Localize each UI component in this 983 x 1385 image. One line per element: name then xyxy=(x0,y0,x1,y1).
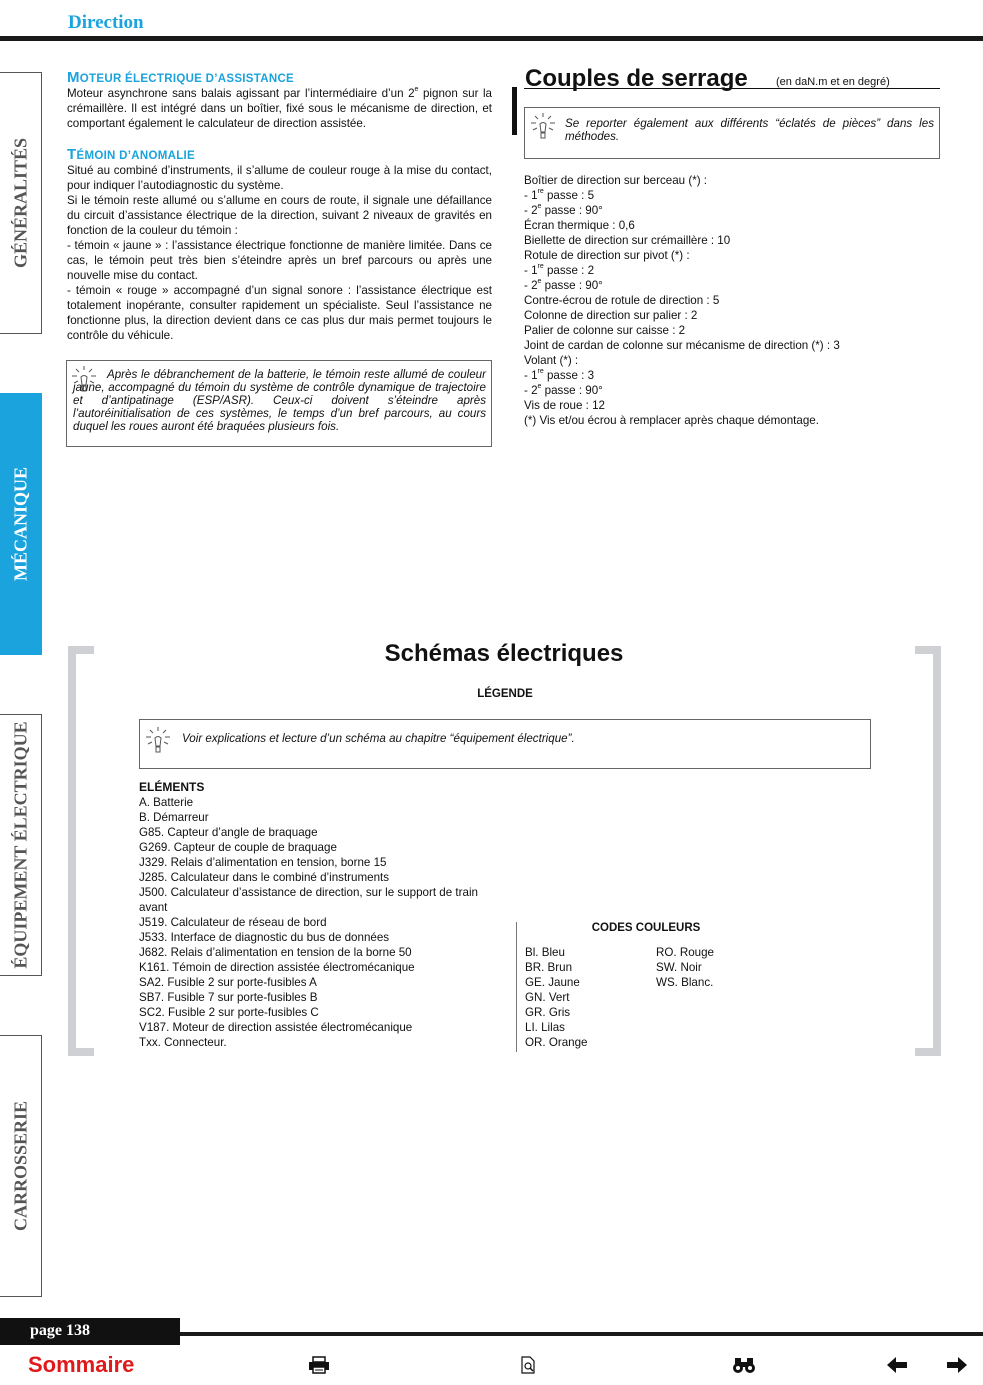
element-item: avant xyxy=(139,901,168,914)
section-title: Direction xyxy=(68,12,144,33)
elements-section xyxy=(139,780,504,1050)
codes-column-1 xyxy=(525,945,650,1050)
couples-line xyxy=(524,173,944,188)
element-item: J500. Calculateur d’assistance de direction, sur le support de train xyxy=(139,886,478,899)
couples-line-sup: e xyxy=(537,278,542,285)
couples-line-post: passe : 90° xyxy=(541,204,603,217)
moteur-section xyxy=(67,69,492,131)
color-code-item: WS. Blanc. xyxy=(656,976,714,989)
lightbulb-icon xyxy=(530,112,556,142)
right-bracket xyxy=(915,646,941,1056)
tab-mecanique[interactable] xyxy=(0,393,42,655)
temoin-heading xyxy=(67,146,492,163)
couples-line xyxy=(524,233,944,248)
couples-line xyxy=(524,353,944,368)
couples-line-post: passe : 90° xyxy=(541,279,603,292)
couples-line-pre: - 1 xyxy=(524,264,538,277)
color-code-item: LI. Lilas xyxy=(525,1021,565,1034)
couples-line xyxy=(524,368,944,383)
color-code-item: GN. Vert xyxy=(525,991,570,1004)
element-item: SC2. Fusible 2 sur porte-fusibles C xyxy=(139,1006,319,1019)
couples-line-pre: Rotule de direction sur pivot (*) : xyxy=(524,249,690,262)
couples-unit: (en daN.m et en degré) xyxy=(776,76,890,88)
color-code-item: BR. Brun xyxy=(525,961,573,974)
couples-note-text: Se reporter également aux différents “éclatés de pièces” dans les méthodes. xyxy=(565,117,934,143)
page-number: page 138 xyxy=(30,1322,90,1339)
schemas-note xyxy=(139,719,871,769)
element-item: SB7. Fusible 7 sur porte-fusibles B xyxy=(139,991,318,1004)
couples-line xyxy=(524,263,944,278)
header-rule xyxy=(0,36,983,41)
element-item: Txx. Connecteur. xyxy=(139,1036,227,1049)
couples-list xyxy=(524,173,944,428)
couples-line-sup: re xyxy=(537,188,544,195)
arrow-left-icon[interactable] xyxy=(886,1356,908,1374)
battery-note-text: Après le débranchement de la batterie, le témoin reste allumé de couleur jaune, accompagné du témoin du système de contrôle dynamique de trajectoire et d’antipatinage (ESP/ASR). Ceux-ci doivent s’éteindre après l’autoréinitialisation de ces systèmes, le temps d’un bref parcours, au cours duquel les roues auront été braquées plusieurs fois. xyxy=(73,368,486,433)
couples-line-pre: Volant (*) : xyxy=(524,354,579,367)
couples-line-sup: e xyxy=(537,203,542,210)
tab-carrosserie-label: CARROSSERIE xyxy=(10,1100,30,1232)
element-item: G85. Capteur d’angle de braquage xyxy=(139,826,318,839)
moteur-heading xyxy=(67,69,492,86)
couples-line-post: passe : 2 xyxy=(543,264,595,277)
couples-line-pre: - 1 xyxy=(524,189,538,202)
tab-carrosserie[interactable] xyxy=(0,1035,42,1297)
couples-line xyxy=(524,308,944,323)
element-item: V187. Moteur de direction assistée électromécanique xyxy=(139,1021,413,1034)
moteur-text-post: pignon sur la crémaillère. Il est intégré dans un boîtier, fixé sous le mécanisme de direction, et comportant également le calculateur de direction assistée. xyxy=(67,87,492,130)
tab-mecanique-label: MÉCANIQUE xyxy=(10,466,30,582)
element-item: A. Batterie xyxy=(139,796,194,809)
couples-line-pre: Joint de cardan de colonne sur mécanisme de direction (*) : 3 xyxy=(524,339,840,352)
couples-line xyxy=(524,248,944,263)
temoin-heading-rest: ÉMOIN D’ANOMALIE xyxy=(76,150,195,162)
left-bracket xyxy=(68,646,94,1056)
battery-note xyxy=(66,360,492,447)
element-item: J285. Calculateur dans le combiné d’instruments xyxy=(139,871,390,884)
couples-line xyxy=(524,323,944,338)
color-code-item: GE. Jaune xyxy=(525,976,580,989)
printer-icon[interactable] xyxy=(308,1356,330,1374)
elements-title: ELÉMENTS xyxy=(139,780,205,794)
element-item: SA2. Fusible 2 sur porte-fusibles A xyxy=(139,976,317,989)
couples-line xyxy=(524,188,944,203)
couples-line-pre: Écran thermique : 0,6 xyxy=(524,219,635,232)
couples-line-pre: Contre-écrou de rotule de direction : 5 xyxy=(524,294,720,307)
element-item: J329. Relais d’alimentation en tension, borne 15 xyxy=(139,856,387,869)
element-item: B. Démarreur xyxy=(139,811,209,824)
arrow-right-icon[interactable] xyxy=(946,1356,968,1374)
couples-note xyxy=(524,107,940,159)
page-number-box xyxy=(0,1318,180,1345)
couples-line-pre: Colonne de direction sur palier : 2 xyxy=(524,309,698,322)
couples-line xyxy=(524,203,944,218)
temoin-paragraph: - témoin « rouge » accompagné d’un signal sonore : l’assistance électrique est totalement inopérante, consulter rapidement un spécialiste. Seul l’assistance ne fonctionne plus, la direction devient dans ce cas plus dur mais permet toujours le contrôle du véhicule. xyxy=(67,284,492,342)
couples-line-post: passe : 5 xyxy=(543,189,595,202)
binoculars-icon[interactable] xyxy=(732,1356,756,1374)
lightbulb-icon xyxy=(71,365,97,395)
moteur-text-pre: Moteur asynchrone sans balais agissant par l’intermédiaire d’un 2 xyxy=(67,87,415,100)
temoin-heading-cap: T xyxy=(67,146,77,163)
element-item: J519. Calculateur de réseau de bord xyxy=(139,916,327,929)
color-code-item: Bl. Bleu xyxy=(525,946,565,959)
couples-line-post: passe : 3 xyxy=(543,369,595,382)
couples-line xyxy=(524,218,944,233)
couples-line xyxy=(524,278,944,293)
sommaire-link[interactable]: Sommaire xyxy=(28,1352,135,1377)
lightbulb-icon xyxy=(145,726,171,756)
color-code-item: OR. Orange xyxy=(525,1036,588,1049)
couples-line xyxy=(524,398,944,413)
couples-line-pre: Palier de colonne sur caisse : 2 xyxy=(524,324,686,337)
couples-line xyxy=(524,383,944,398)
couples-line-pre: Boîtier de direction sur berceau (*) : xyxy=(524,174,708,187)
element-item: J533. Interface de diagnostic du bus de données xyxy=(139,931,390,944)
elements-list xyxy=(139,795,504,1050)
couples-line-pre: - 2 xyxy=(524,204,538,217)
couples-line-pre: - 2 xyxy=(524,279,538,292)
couples-line-pre: - 1 xyxy=(524,369,538,382)
moteur-heading-rest: OTEUR ÉLECTRIQUE D’ASSISTANCE xyxy=(79,73,295,85)
temoin-paragraph: Situé au combiné d’instruments, il s’allume de couleur rouge à la mise du contact, pour indiquer l’autodiagnostic du système. xyxy=(67,164,492,192)
temoin-paragraph: Si le témoin reste allumé ou s’allume en cours de route, il signale une défaillance du circuit d’assistance électrique de la direction, suivant 2 niveaux de gravités en fonction de la couleur du témoin : xyxy=(67,194,492,237)
color-code-item: GR. Gris xyxy=(525,1006,571,1019)
couples-line-post: passe : 90° xyxy=(541,384,603,397)
tab-generalites-label: GÉNÉRALITÉS xyxy=(10,137,30,269)
couples-marker xyxy=(512,87,517,135)
couples-header xyxy=(524,65,940,92)
schemas-title: Schémas électriques xyxy=(384,640,624,667)
tab-equipement-label: ÉQUIPEMENT ÉLECTRIQUE xyxy=(10,721,30,969)
couples-line xyxy=(524,413,944,428)
temoin-section xyxy=(67,146,492,343)
tab-equipement-electrique[interactable] xyxy=(0,714,42,976)
document-zoom-icon[interactable] xyxy=(520,1356,538,1374)
couples-line xyxy=(524,338,944,353)
couples-line-pre: - 2 xyxy=(524,384,538,397)
couples-line-pre: Biellette de direction sur crémaillère : 10 xyxy=(524,234,731,247)
codes-divider xyxy=(516,922,517,1052)
tab-generalites[interactable] xyxy=(0,72,42,334)
couples-title: Couples de serrage xyxy=(525,65,748,92)
schemas-note-text: Voir explications et lecture d’un schéma au chapitre “équipement électrique”. xyxy=(182,732,575,745)
color-code-item: RO. Rouge xyxy=(656,946,714,959)
couples-line-pre: (*) Vis et/ou écrou à remplacer après chaque démontage. xyxy=(524,414,819,427)
couples-line-sup: re xyxy=(537,368,544,375)
element-item: J682. Relais d’alimentation en tension de la borne 50 xyxy=(139,946,412,959)
moteur-text xyxy=(67,86,492,131)
temoin-paragraph: - témoin « jaune » : l’assistance électrique fonctionne de manière limitée. Dans ce cas, le témoin peut très bien s’éteindre après un bref parcours ou après une nouvelle mise du contact. xyxy=(67,239,492,282)
couples-line-pre: Vis de roue : 12 xyxy=(524,399,605,412)
color-code-item: SW. Noir xyxy=(656,961,702,974)
moteur-heading-cap: M xyxy=(67,69,80,86)
element-item: K161. Témoin de direction assistée électromécanique xyxy=(139,961,415,974)
legend-label: LÉGENDE xyxy=(477,688,533,700)
couples-line xyxy=(524,293,944,308)
couples-line-sup: e xyxy=(537,383,542,390)
moteur-text-sup: e xyxy=(414,86,419,93)
couples-line-sup: re xyxy=(537,263,544,270)
codes-title: CODES COULEURS xyxy=(591,922,701,934)
codes-column-2 xyxy=(656,945,781,990)
element-item: G269. Capteur de couple de braquage xyxy=(139,841,337,854)
